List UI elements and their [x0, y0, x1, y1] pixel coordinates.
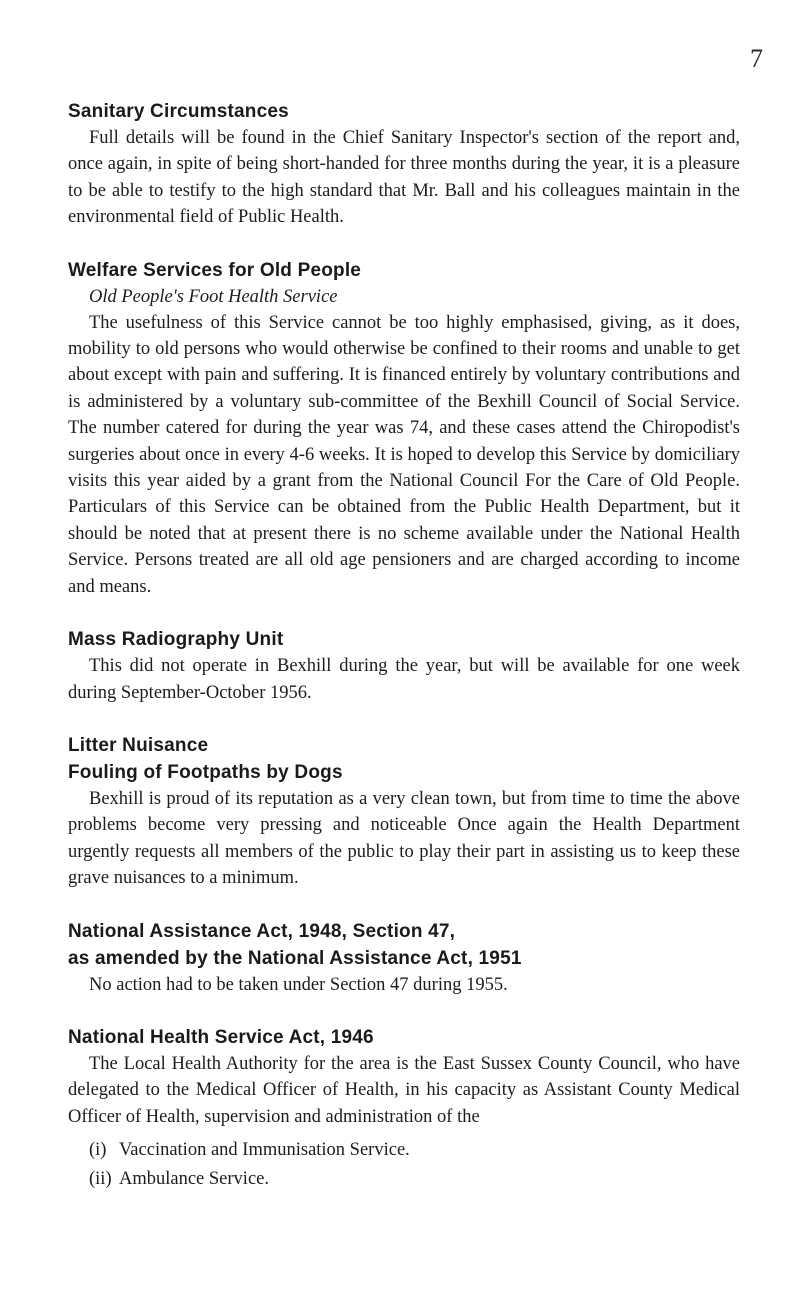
section-heading: Welfare Services for Old People [68, 259, 362, 281]
section-mass-radiography [68, 626, 740, 706]
section-heading: Sanitary Circumstances [68, 101, 289, 122]
section-welfare-services [68, 257, 740, 600]
section-paragraph: No action had to be taken under Section 47 during 1955. [89, 974, 508, 995]
section-heading-continued: as amended by the National Assistance Act, 1951 [68, 947, 522, 969]
list-item [89, 1136, 740, 1165]
section-subheading: Old People's Foot Health Service [89, 286, 338, 307]
document-body [68, 98, 740, 1220]
section-national-health-service-act [68, 1024, 740, 1194]
section-heading: Litter Nuisance [68, 734, 209, 756]
list-item-marker: (i) [89, 1140, 107, 1161]
section-sanitary-circumstances [68, 98, 740, 231]
list-item-text: Vaccination and Immunisation Service. [119, 1140, 410, 1161]
section-paragraph: This did not operate in Bexhill during the year, but will be available for one week during September-October 1956. [68, 656, 740, 703]
list-item-text: Ambulance Service. [119, 1169, 269, 1190]
list-item-marker: (ii) [89, 1169, 112, 1190]
section-heading: Mass Radiography Unit [68, 629, 284, 651]
page-number: 7 [750, 44, 763, 73]
section-litter-nuisance [68, 732, 740, 892]
section-heading: National Health Service Act, 1946 [68, 1026, 374, 1048]
section-national-assistance-act [68, 918, 740, 998]
list-item [89, 1165, 740, 1194]
section-paragraph: The usefulness of this Service cannot be too highly emphasised, giving, as it does, mobility to old persons who would otherwise be confined to their rooms and unable to get about except with pain and suffering. It is financed entirely by voluntary contributions and is administered by a voluntary sub-committee of the Bexhill Council of Social Service. The number catered for during the year was 74, and these cases attend the Chiropodist's surgeries about once in every 4-6 weeks. It is hoped to develop this Service by domiciliary visits this year aided by a grant from the National Council For the Care of Old People. Particulars of this Service can be obtained from the Public Health Department, but it should be noted that at present there is no scheme available under the National Health Service. Persons treated are all old age pensioners and are charged according to income and means. [68, 312, 740, 597]
section-paragraph: The Local Health Authority for the area is the East Sussex County Council, who have delegated to the Medical Officer of Health, in his capacity as Assistant County Medical Officer of Health, supervision and administration of the [68, 1053, 740, 1127]
section-paragraph: Bexhill is proud of its reputation as a very clean town, but from time to time the above problems become very pressing and noticeable Once again the Health Department urgently requests all members of the public to play their part in assisting us to keep these grave nuisances to a minimum. [68, 788, 740, 889]
service-list [68, 1136, 740, 1194]
section-subheading: Fouling of Footpaths by Dogs [68, 761, 343, 783]
section-heading: National Assistance Act, 1948, Section 47, [68, 920, 456, 942]
section-paragraph: Full details will be found in the Chief Sanitary Inspector's section of the report and, once again, in spite of being short-handed for three months during the year, it is a pleasure to be able to testify to the high standard that Mr. Ball and his colleagues maintain in the environmental field of Public Health. [68, 128, 740, 228]
